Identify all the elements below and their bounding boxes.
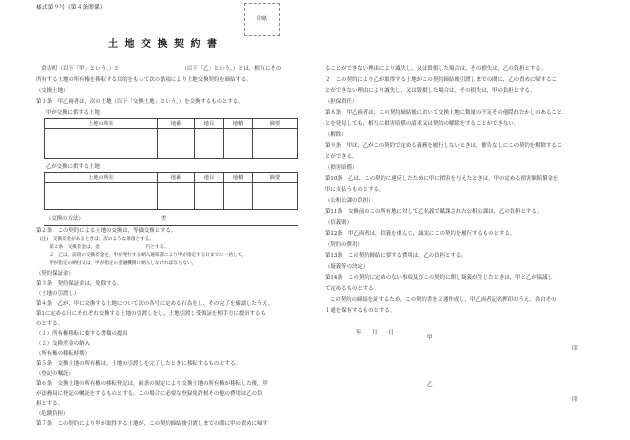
party-otsu-label: 乙 (427, 382, 433, 388)
otsu-land-label: 乙が交換に供する土地 (46, 164, 100, 170)
col-location: 土地の所在 (45, 119, 158, 129)
article-14-line: 第14条 この契約に定めのない事項及びこの契約に関し疑義が生じたときは，甲と乙が協議し (325, 275, 553, 281)
article-9-line: 第９条 甲は，乙がこの契約で定める義務を履行しないときは，催告なしにこの契約を解除するこ (325, 143, 563, 149)
right-line: とができない理由により滅失し，又は毀損した場合は，その損失は，甲の負担とする。 (325, 88, 536, 94)
col-remarks: 摘要 (253, 119, 298, 129)
col-lot-number: 地番 (158, 173, 195, 183)
article-1: 第１条 甲乙両者は，次の土地（以下「交換土地」という。）を交換するものとする。 (36, 99, 244, 105)
article-7: 第７条 この契約により甲が取得する土地が，この契約締結後引渡しまでの間に甲の責めに帰す (36, 421, 268, 427)
heading-good-faith: （信義則） (325, 220, 352, 226)
article-10-line: 第10条 乙は，この契約に違反したために甲に損害を与えたときは，甲の定める損害額賠償金を (325, 176, 559, 182)
table-row (45, 129, 298, 159)
heading-exchange-land: （交換土地） (36, 88, 69, 94)
heading-expenses: （契約の費用） (325, 242, 363, 248)
article-2-note: (注) 交換差金があるときは，次のような条項とする。 (40, 237, 154, 242)
heading-taxes: （公租公課の負担） (325, 198, 374, 204)
article-6-line: 担とする。 (36, 401, 63, 407)
heading-registration: （登記の嘱託） (36, 371, 74, 377)
col-area: 地積 (224, 173, 253, 183)
otsu-land-table (44, 172, 298, 210)
article-14-line: て定めるものとする。 (325, 286, 379, 292)
article-12: 第12条 甲乙両者は，信義を重んじ，誠実にこの契約を履行するものとする。 (325, 231, 516, 237)
article-8-line: とを発見しても，相互に損害賠償の請求又は契約の解除をすることができない。 (325, 121, 520, 127)
party-kou-label: 甲 (427, 335, 433, 341)
revenue-stamp-box (244, 3, 280, 36)
form-number: 様式第９号（第４条関係） (36, 5, 106, 11)
article-4-item-2: （２）交換差金の納入 (36, 341, 90, 347)
article-10-line: 甲に支払うものとする。 (325, 187, 385, 193)
article-2-note: 甲が指定の納付又は，甲が指定の金融機関に納入しなければならない。 (40, 261, 197, 266)
col-location: 土地の所在 (45, 173, 158, 183)
heading-delivery: （土地の引渡し） (36, 291, 80, 297)
divider (44, 225, 298, 226)
heading-deposit: （契約保証金） (36, 271, 74, 277)
table-header-row (45, 173, 298, 183)
seal-mark-otsu: 印 (572, 397, 578, 403)
article-6-line: が法務局に登記の嘱託をするものとする。この場合に必要な登録免許税その他の費用は乙の負 (36, 391, 263, 397)
seal-mark-kou: 印 (572, 346, 578, 352)
article-3: 第３条 契約保証金は，免除する。 (36, 281, 123, 287)
exchange-diff-mark: 差 (161, 216, 167, 222)
article-9-line: とができる。 (325, 154, 358, 160)
col-category: 地目 (195, 173, 224, 183)
right-line: ることができない理由により滅失し，又は毀損した場合は，その損失は，乙の負担とする。 (325, 66, 547, 72)
article-2: 第２条 この契約による土地の交換は，等価交換とする。 (36, 228, 177, 234)
article-5: 第５条 交換土地の所有権は，土地の引渡しを完了したときに移転するものとする。 (36, 361, 241, 367)
article-4-line: 第４条 乙が，甲に交換する土地について次の各号に定める行為をし，その完了を確認したうえ， (36, 301, 274, 307)
date-line: 年 月 日 (356, 330, 394, 336)
document-title: 土地交換契約書 (108, 39, 224, 50)
heading-transfer-time: （所有権の移転時期） (36, 351, 90, 357)
heading-doubts: （疑義等の決定） (325, 264, 369, 270)
right-line: ２ この契約により乙が取得する土地がこの契約締結後引渡しまでの間に，乙の責めに帰するこ (325, 77, 557, 83)
col-remarks: 摘要 (253, 173, 298, 183)
heading-risk: （危険負担） (36, 411, 69, 417)
closing-line: この契約の締結を証するため，この契約書を２通作成し，甲乙両者記名押印のうえ，各自その (330, 297, 557, 303)
article-8-line: 第８条 甲乙両者は，この契約締結後において交換土地に数量の不足その他隠れたかしのあること (325, 110, 563, 116)
heading-damages: （損害賠償） (325, 165, 358, 171)
table-header-row (45, 119, 298, 129)
kou-land-label: 甲が交換に供する土地 (46, 110, 100, 116)
table-row (45, 183, 298, 210)
col-category: 地目 (195, 119, 224, 129)
heading-warranty: （担保責任） (325, 99, 358, 105)
intro-line-2: 所有する土地の所有権を移転する目的をもって次の条項により土地交換契約を締結する。 (36, 77, 252, 83)
article-2-note: ２ 乙は，前項の交換差金を，甲が発行する納入通知書により甲が指定する日までに一括して， (40, 253, 247, 258)
closing-line: １通を保有するものとする。 (325, 308, 396, 314)
revenue-stamp-label: 印紙 (256, 16, 267, 22)
intro-line-1: 倉吉町（以下「甲」という。）と （以下「乙」という。）とは，相互にその (36, 66, 282, 72)
article-6-line: 第６条 交換土地の所有権の移転登記は，前条の規定により交換土地の所有権が移転した後，甲 (36, 381, 268, 387)
heading-cancellation: （解除） (325, 132, 347, 138)
article-11: 第11条 交換前のこの所有地に対して乙名義で賦課された公租公課は，乙の負担とする。 (325, 209, 543, 215)
kou-land-table (44, 118, 298, 159)
col-lot-number: 地番 (158, 119, 195, 129)
col-area: 地積 (224, 119, 253, 129)
heading-exchange-method: （交換の方法） (46, 216, 84, 222)
article-2-note: 第２条 交換差金は，金 円とする。 (40, 245, 169, 250)
article-4-item-1: （１）所有権移転に要する書類の提出 (36, 331, 128, 337)
article-4-line: 第1に定める日にそれぞれ交換する土地の引渡しをし，土地引渡し受領証を相手方に提出するも (36, 311, 266, 317)
article-13: 第13条 この契約締結に要する費用は，乙の負担とする。 (325, 253, 467, 259)
article-4-line: のとする。 (36, 321, 63, 327)
